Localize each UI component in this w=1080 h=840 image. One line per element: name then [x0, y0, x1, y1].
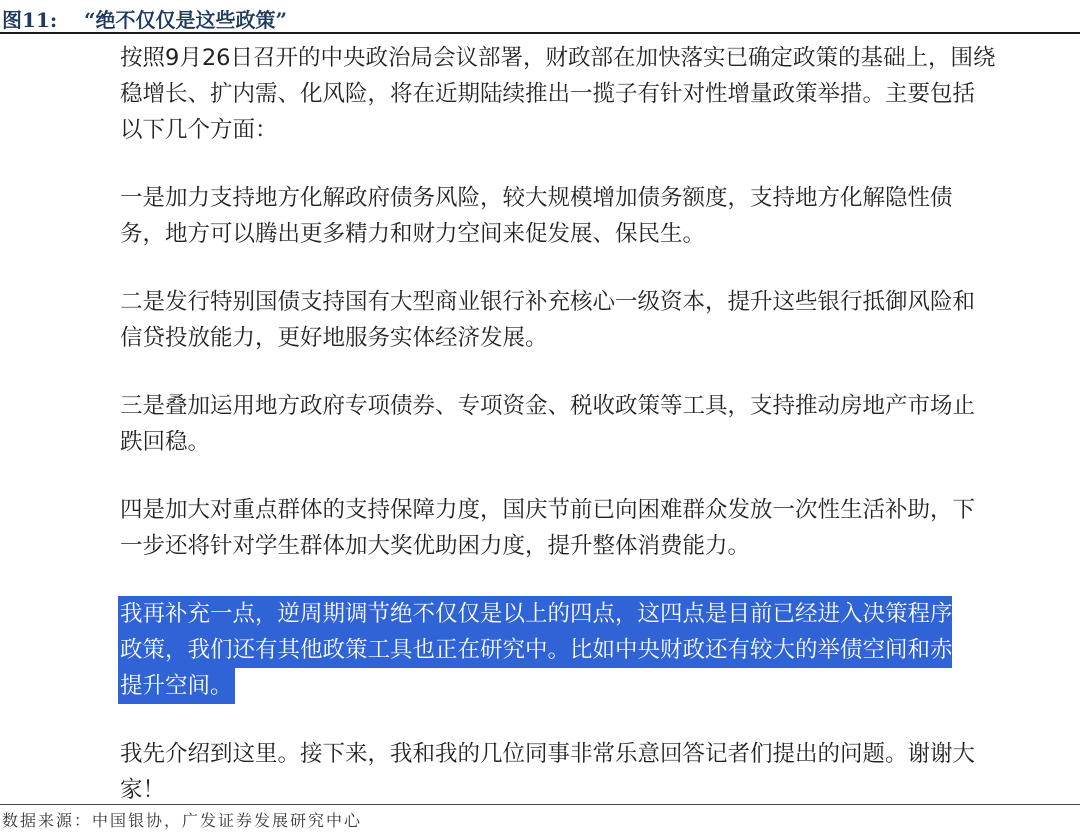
highlighted-line[interactable]: 我再补充一点，逆周期调节绝不仅仅是以上的四点，这四点是目前已经进入决策程序的 [118, 596, 952, 632]
highlighted-line[interactable]: 提升空间。 [118, 668, 235, 704]
paragraph-line: 按照9月26日召开的中央政治局会议部署，财政部在加快落实已确定政策的基础上，围绕 [120, 45, 996, 71]
paragraph-point-one [120, 180, 970, 252]
source-divider [0, 804, 1080, 805]
paragraph-highlighted-supplement[interactable] [120, 596, 976, 704]
paragraph-line: 一是加力支持地方化解政府债务风险，较大规模增加债务额度，支持地方化解隐性债 [120, 185, 953, 211]
quote-content [120, 40, 996, 840]
paragraph-line: 四是加大对重点群体的支持保障力度，国庆节前已向困难群众发放一次性生活补助，下 [120, 497, 976, 523]
paragraph-line: 信贷投放能力，更好地服务实体经济发展。 [120, 325, 548, 351]
paragraph-intro [120, 40, 996, 148]
paragraph-line: 三是叠加运用地方政府专项债券、专项资金、税收政策等工具，支持推动房地产市场止 [120, 393, 976, 419]
figure-header [0, 0, 1080, 34]
paragraph-line: 二是发行特别国债支持国有大型商业银行补充核心一级资本，提升这些银行抵御风险和 [120, 289, 976, 315]
paragraph-line: 家！ [120, 777, 166, 803]
highlighted-line[interactable]: 政策，我们还有其他政策工具也正在研究中。比如中央财政还有较大的举债空间和赤字 [118, 632, 952, 668]
paragraph-closing [120, 736, 976, 808]
paragraph-point-two [120, 284, 976, 356]
data-source-note: 数据来源：中国银协，广发证券发展研究中心 [2, 811, 363, 830]
figure-label: 图11: [2, 8, 58, 32]
paragraph-line: 我先介绍到这里。接下来，我和我的几位同事非常乐意回答记者们提出的问题。谢谢大 [120, 741, 976, 767]
paragraph-point-three [120, 388, 976, 460]
figure-title: “绝不仅仅是这些政策” [84, 8, 288, 32]
paragraph-point-four [120, 492, 976, 564]
paragraph-line: 务，地方可以腾出更多精力和财力空间来促发展、保民生。 [120, 221, 706, 247]
paragraph-line: 以下几个方面： [120, 117, 278, 143]
paragraph-line: 稳增长、扩内需、化风险，将在近期陆续推出一揽子有针对性增量政策举措。主要包括 [120, 81, 976, 107]
paragraph-line: 跌回稳。 [120, 429, 211, 455]
paragraph-line: 一步还将针对学生群体加大奖优助困力度，提升整体消费能力。 [120, 533, 751, 559]
